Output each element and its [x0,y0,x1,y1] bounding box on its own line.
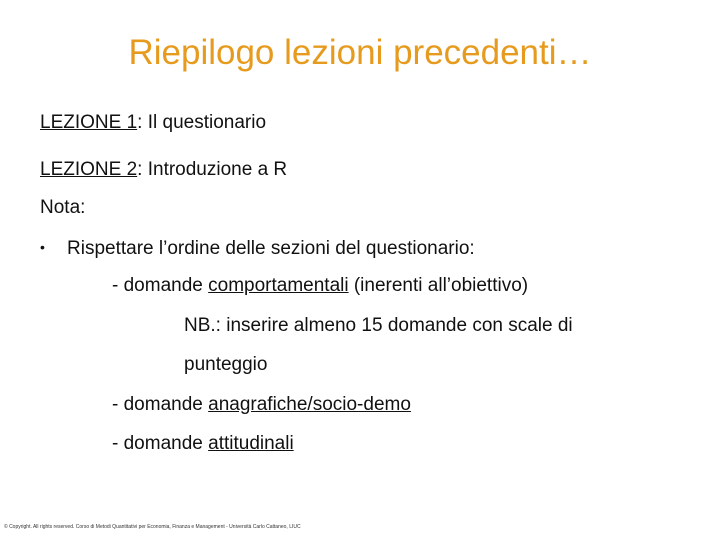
nb-line-1: NB.: inserire almeno 15 domande con scale di [184,315,573,336]
sub-item-prefix: - domande [112,433,209,454]
sub-item-demographic [112,393,411,417]
lesson-1-line [40,111,266,135]
bullet-item [40,235,475,261]
sub-item-behavioral [112,274,528,298]
nb-line-2: punteggio [184,354,268,375]
lesson-2-line [40,158,287,182]
sub-item-keyword: attitudinali [208,433,294,454]
lesson-2-separator: : [137,159,148,180]
bullet-text: Rispettare l’ordine delle sezioni del questionario: [67,238,475,259]
lesson-2-text: Introduzione a R [147,159,288,180]
sub-item-suffix: (inerenti all’obiettivo) [348,275,529,296]
note-label: Nota: [40,197,86,218]
lesson-1-text: Il questionario [147,112,267,133]
slide-title: Riepilogo lezioni precedenti… [128,33,592,72]
lesson-2-label: LEZIONE 2 [40,159,138,180]
sub-item-attitudinal [112,432,294,456]
bullet-marker: • [40,239,45,255]
sub-item-prefix: - domande [112,394,209,415]
copyright-footer: © Copyright. All rights reserved. Corso di Metodi Quantitativi per Economia, Finanza e Management - Università Carlo Cattaneo, LIUC [4,524,301,530]
sub-item-keyword: comportamentali [208,275,349,296]
lesson-1-separator: : [137,112,148,133]
sub-item-prefix: - domande [112,275,209,296]
sub-item-keyword: anagrafiche/socio-demo [208,394,411,415]
lesson-1-label: LEZIONE 1 [40,112,138,133]
